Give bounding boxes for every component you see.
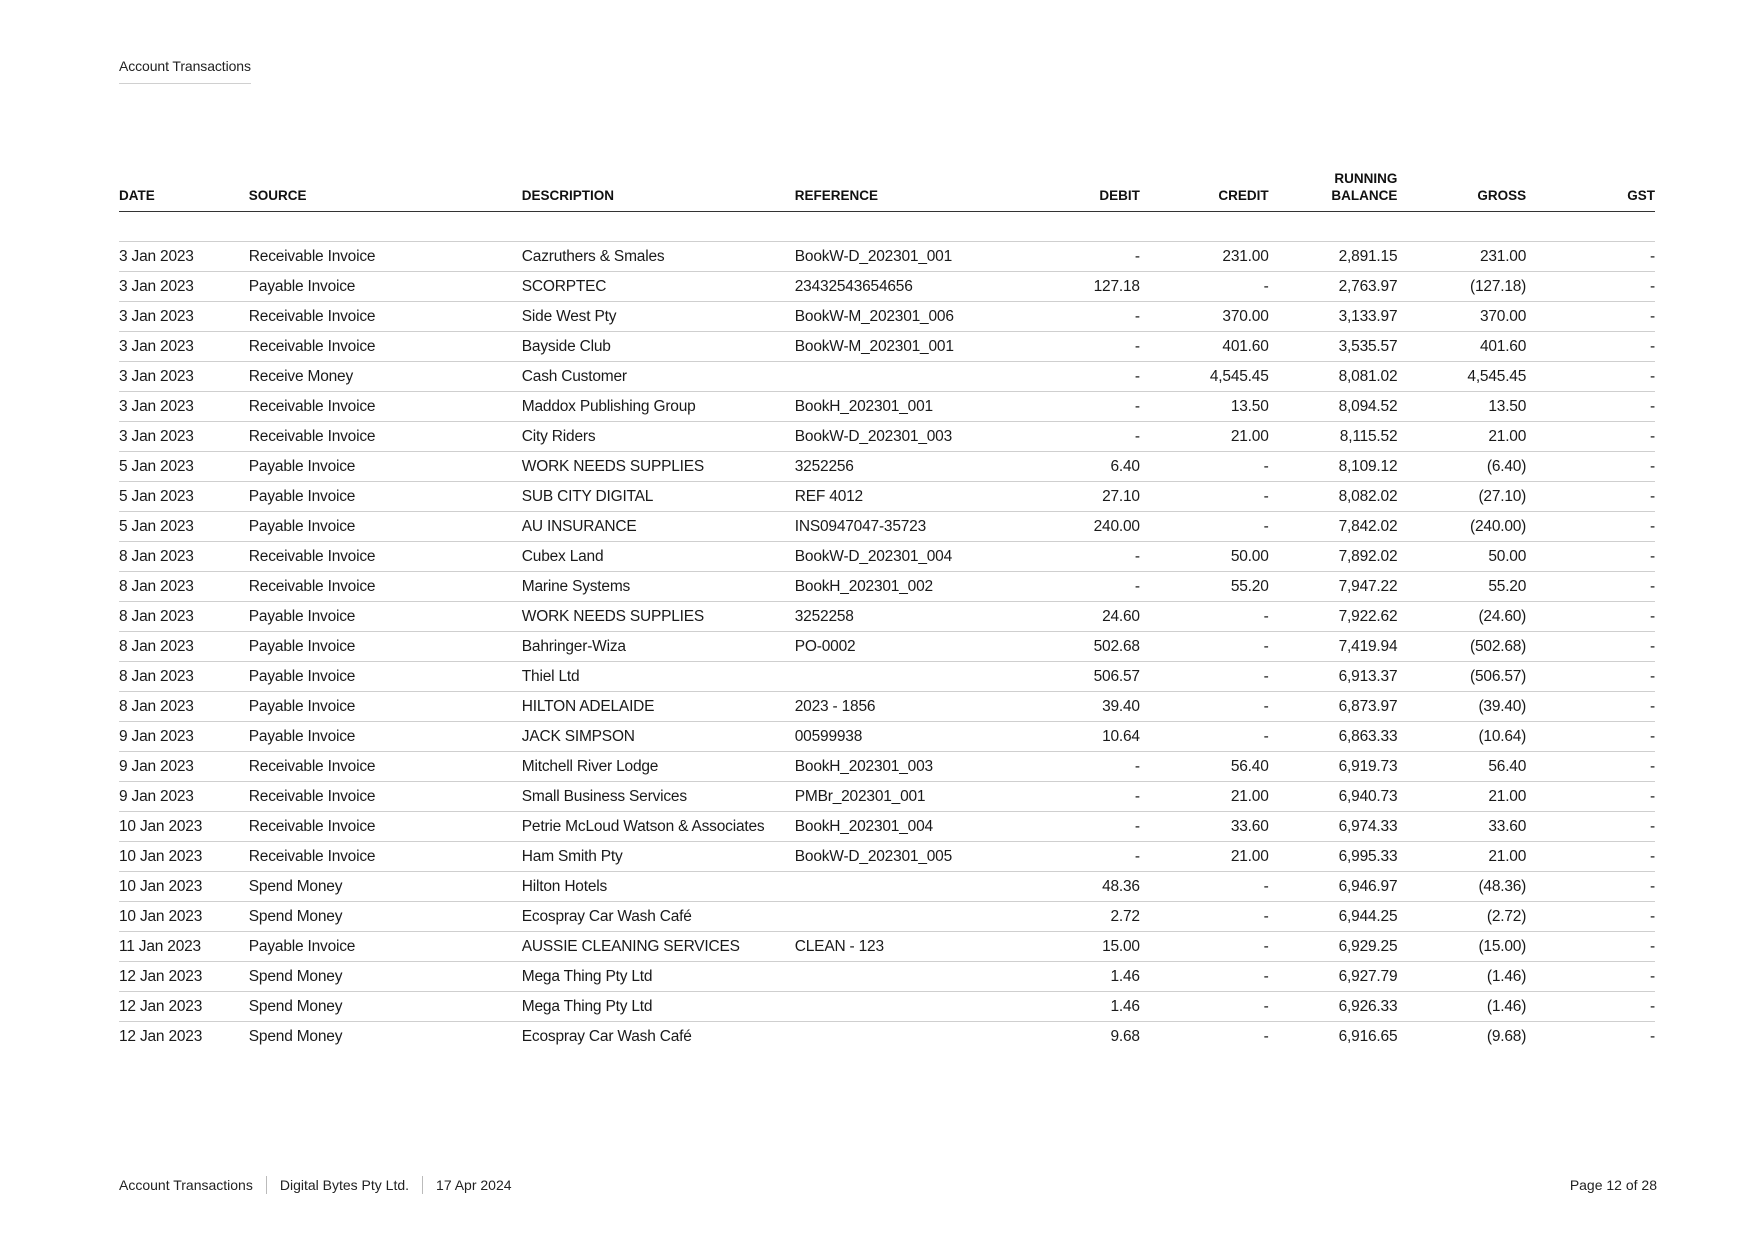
table-row	[119, 242, 1655, 272]
table-row	[119, 932, 1655, 962]
cell-gross: (1.46)	[1397, 962, 1526, 992]
column-header-gross: GROSS	[1397, 170, 1526, 212]
cell-running-balance: 6,916.65	[1338, 1027, 1398, 1045]
table-row	[119, 812, 1655, 842]
cell-gst: -	[1526, 932, 1655, 962]
cell-credit: 33.60	[1140, 812, 1269, 842]
table-row	[119, 482, 1655, 512]
cell-running-balance: 7,947.22	[1269, 572, 1398, 602]
cell-gross: (1.46)	[1397, 992, 1526, 1022]
cell-gst: -	[1526, 872, 1655, 902]
cell-date: 3 Jan 2023	[119, 302, 249, 332]
cell-debit: 15.00	[1011, 932, 1140, 962]
cell-reference: 00599938	[795, 722, 1011, 752]
cell-date: 11 Jan 2023	[119, 932, 249, 962]
cell-credit: -	[1140, 662, 1269, 692]
cell-source: Payable Invoice	[249, 482, 522, 512]
cell-gst: -	[1650, 1027, 1655, 1045]
cell-debit: 127.18	[1011, 272, 1140, 302]
cell-credit: -	[1140, 452, 1269, 482]
cell-credit: 21.00	[1140, 842, 1269, 872]
cell-debit: 27.10	[1011, 482, 1140, 512]
cell-running-balance: 8,094.52	[1269, 392, 1398, 422]
cell-debit: 240.00	[1011, 512, 1140, 542]
column-header-source: SOURCE	[249, 170, 522, 212]
cell-gross: (2.72)	[1397, 902, 1526, 932]
cell-source: Receivable Invoice	[249, 842, 522, 872]
running-balance-line1: RUNNING	[1334, 171, 1398, 186]
cell-reference: PO-0002	[795, 632, 1011, 662]
cell-credit: -	[1140, 722, 1269, 752]
cell-description: City Riders	[522, 422, 795, 452]
cell-gst: -	[1526, 542, 1655, 572]
cell-debit: 6.40	[1011, 452, 1140, 482]
table-row	[119, 902, 1655, 932]
cell-date: 3 Jan 2023	[119, 332, 249, 362]
cell-credit: -	[1140, 872, 1269, 902]
cell-gst: -	[1526, 602, 1655, 632]
cell-date: 10 Jan 2023	[119, 842, 249, 872]
cell-gross: (27.10)	[1397, 482, 1526, 512]
cell-reference: 23432543654656	[795, 272, 1011, 302]
footer-company: Digital Bytes Pty Ltd.	[279, 1177, 410, 1193]
cell-date: 9 Jan 2023	[119, 752, 249, 782]
cell-reference: CLEAN - 123	[795, 932, 1011, 962]
cell-reference	[795, 1022, 1011, 1052]
footer-report-name: Account Transactions	[119, 1177, 253, 1193]
footer-divider	[422, 1176, 423, 1194]
footer-page-number: Page 12 of 28	[1569, 1177, 1657, 1193]
cell-reference: BookH_202301_003	[795, 752, 1011, 782]
cell-date: 12 Jan 2023	[119, 992, 249, 1022]
cell-credit: 401.60	[1140, 332, 1269, 362]
cell-gross: (6.40)	[1397, 452, 1526, 482]
cell-gross: (9.68)	[1486, 1027, 1527, 1045]
cell-credit: -	[1140, 272, 1269, 302]
cell-date: 8 Jan 2023	[119, 572, 249, 602]
cell-description: AUSSIE CLEANING SERVICES	[522, 932, 795, 962]
cell-credit: -	[1140, 602, 1269, 632]
cell-description: Hilton Hotels	[522, 872, 795, 902]
cell-gst: -	[1526, 272, 1655, 302]
cell-gross: 56.40	[1397, 752, 1526, 782]
cell-credit: 21.00	[1140, 782, 1269, 812]
cell-gst: -	[1526, 842, 1655, 872]
cell-credit: -	[1140, 512, 1269, 542]
table-row	[119, 752, 1655, 782]
cell-date: 5 Jan 2023	[119, 452, 249, 482]
cell-date: 10 Jan 2023	[119, 812, 249, 842]
cell-date: 3 Jan 2023	[119, 272, 249, 302]
cell-credit: -	[1140, 902, 1269, 932]
cell-description: Ecospray Car Wash Café	[521, 1027, 692, 1045]
cell-description: SCORPTEC	[522, 272, 795, 302]
cell-gst: -	[1526, 362, 1655, 392]
table-row	[119, 842, 1655, 872]
cell-source: Receivable Invoice	[249, 752, 522, 782]
cell-running-balance: 7,892.02	[1269, 542, 1398, 572]
report-title: Account Transactions	[119, 58, 251, 84]
cell-debit: 506.57	[1011, 662, 1140, 692]
cell-reference: BookW-D_202301_005	[795, 842, 1011, 872]
cell-description: Ecospray Car Wash Café	[522, 902, 795, 932]
table-row	[119, 602, 1655, 632]
cell-debit: 502.68	[1011, 632, 1140, 662]
cell-credit: 13.50	[1140, 392, 1269, 422]
cell-running-balance: 6,946.97	[1269, 872, 1398, 902]
cell-gross: (127.18)	[1397, 272, 1526, 302]
cell-reference: INS0947047-35723	[795, 512, 1011, 542]
cell-debit: -	[1011, 392, 1140, 422]
cell-source: Spend Money	[249, 872, 522, 902]
cell-credit: -	[1140, 962, 1269, 992]
table-row	[119, 272, 1655, 302]
cell-credit: 231.00	[1140, 242, 1269, 272]
cell-description: Mitchell River Lodge	[522, 752, 795, 782]
cell-running-balance: 6,926.33	[1269, 992, 1398, 1022]
cell-description: JACK SIMPSON	[522, 722, 795, 752]
cell-source: Payable Invoice	[249, 602, 522, 632]
cell-reference: BookH_202301_002	[795, 572, 1011, 602]
transactions-table	[119, 170, 1655, 1051]
cell-description: HILTON ADELAIDE	[522, 692, 795, 722]
cell-credit: -	[1140, 692, 1269, 722]
cell-gst: -	[1526, 242, 1655, 272]
cell-gross: (48.36)	[1397, 872, 1526, 902]
cell-reference	[795, 662, 1011, 692]
cell-running-balance: 7,922.62	[1269, 602, 1398, 632]
cell-debit: -	[1011, 332, 1140, 362]
cell-gross: 13.50	[1397, 392, 1526, 422]
cell-debit: -	[1011, 782, 1140, 812]
cell-source: Spend Money	[249, 992, 522, 1022]
cell-running-balance: 6,873.97	[1269, 692, 1398, 722]
cell-source: Receivable Invoice	[249, 242, 522, 272]
cell-source: Payable Invoice	[249, 452, 522, 482]
cell-gross: 370.00	[1397, 302, 1526, 332]
cell-description: WORK NEEDS SUPPLIES	[522, 452, 795, 482]
cell-source: Payable Invoice	[249, 272, 522, 302]
table-row	[119, 632, 1655, 662]
cell-running-balance: 7,842.02	[1269, 512, 1398, 542]
column-header-date: DATE	[119, 170, 249, 212]
cell-running-balance: 6,863.33	[1269, 722, 1398, 752]
cell-reference: BookH_202301_001	[795, 392, 1011, 422]
cell-debit: -	[1011, 572, 1140, 602]
cell-gst: -	[1526, 572, 1655, 602]
table-row	[119, 332, 1655, 362]
cell-gst: -	[1526, 422, 1655, 452]
cell-running-balance: 6,995.33	[1269, 842, 1398, 872]
cell-running-balance: 2,763.97	[1269, 272, 1398, 302]
cell-reference	[795, 362, 1011, 392]
column-header-gst: GST	[1526, 170, 1655, 212]
cell-gst: -	[1526, 512, 1655, 542]
footer-divider	[266, 1176, 267, 1194]
cell-credit: -	[1140, 992, 1269, 1022]
cell-debit: 10.64	[1011, 722, 1140, 752]
cell-description: Cubex Land	[522, 542, 795, 572]
cell-credit: -	[1140, 932, 1269, 962]
cell-date: 12 Jan 2023	[119, 1027, 203, 1045]
column-header-credit: CREDIT	[1140, 170, 1269, 212]
cell-gst: -	[1526, 752, 1655, 782]
cell-reference: BookW-D_202301_003	[795, 422, 1011, 452]
cell-running-balance: 8,109.12	[1269, 452, 1398, 482]
cell-source: Payable Invoice	[249, 932, 522, 962]
cell-reference: BookW-M_202301_006	[795, 302, 1011, 332]
cell-debit: 48.36	[1011, 872, 1140, 902]
cell-debit: -	[1011, 302, 1140, 332]
cell-gross: 401.60	[1397, 332, 1526, 362]
cell-gst: -	[1526, 662, 1655, 692]
cell-date: 3 Jan 2023	[119, 392, 249, 422]
table-row	[119, 302, 1655, 332]
cell-running-balance: 6,927.79	[1269, 962, 1398, 992]
cell-gross: (240.00)	[1397, 512, 1526, 542]
cell-reference	[795, 962, 1011, 992]
cell-gross: 50.00	[1397, 542, 1526, 572]
cell-date: 3 Jan 2023	[119, 362, 249, 392]
cell-gross: 21.00	[1397, 422, 1526, 452]
cell-gst: -	[1526, 902, 1655, 932]
cell-reference: REF 4012	[795, 482, 1011, 512]
cell-description: WORK NEEDS SUPPLIES	[522, 602, 795, 632]
cell-gst: -	[1526, 992, 1655, 1022]
cell-debit: -	[1011, 842, 1140, 872]
cell-debit: -	[1011, 812, 1140, 842]
cell-credit: -	[1140, 482, 1269, 512]
cell-source: Payable Invoice	[249, 632, 522, 662]
cell-reference: 2023 - 1856	[795, 692, 1011, 722]
column-header-reference: REFERENCE	[795, 170, 1011, 212]
cell-running-balance: 8,082.02	[1269, 482, 1398, 512]
table-row	[119, 872, 1655, 902]
cell-gross: 33.60	[1397, 812, 1526, 842]
cell-gst: -	[1526, 722, 1655, 752]
cell-debit: 1.46	[1011, 962, 1140, 992]
cell-source: Receivable Invoice	[249, 572, 522, 602]
cell-date: 5 Jan 2023	[119, 482, 249, 512]
cell-reference: BookW-D_202301_001	[795, 242, 1011, 272]
cell-debit: -	[1011, 242, 1140, 272]
cell-gross: (15.00)	[1397, 932, 1526, 962]
cell-description: SUB CITY DIGITAL	[522, 482, 795, 512]
cell-debit: 39.40	[1011, 692, 1140, 722]
cell-gst: -	[1526, 302, 1655, 332]
cell-gross: (39.40)	[1397, 692, 1526, 722]
cell-gst: -	[1526, 692, 1655, 722]
cell-reference	[795, 872, 1011, 902]
table-row	[119, 542, 1655, 572]
cell-debit: 24.60	[1011, 602, 1140, 632]
cell-description: Ham Smith Pty	[522, 842, 795, 872]
cell-source: Spend Money	[249, 902, 522, 932]
cell-gst: -	[1526, 392, 1655, 422]
cell-gross: 21.00	[1397, 842, 1526, 872]
cell-gst: -	[1526, 452, 1655, 482]
cell-source: Payable Invoice	[249, 662, 522, 692]
cell-description: Cazruthers & Smales	[522, 242, 795, 272]
cell-credit: 21.00	[1140, 422, 1269, 452]
cell-date: 8 Jan 2023	[119, 662, 249, 692]
cell-running-balance: 6,944.25	[1269, 902, 1398, 932]
cell-running-balance: 3,133.97	[1269, 302, 1398, 332]
cell-description: Bahringer-Wiza	[522, 632, 795, 662]
table-row	[119, 392, 1655, 422]
cell-running-balance: 3,535.57	[1269, 332, 1398, 362]
cell-gross: 231.00	[1397, 242, 1526, 272]
cell-debit: 2.72	[1011, 902, 1140, 932]
cell-date: 8 Jan 2023	[119, 632, 249, 662]
cell-source: Receivable Invoice	[249, 422, 522, 452]
cell-reference: 3252256	[795, 452, 1011, 482]
cell-gross: (502.68)	[1397, 632, 1526, 662]
cell-running-balance: 7,419.94	[1269, 632, 1398, 662]
cell-date: 12 Jan 2023	[119, 962, 249, 992]
cell-running-balance: 6,974.33	[1269, 812, 1398, 842]
table-row	[119, 452, 1655, 482]
cell-date: 8 Jan 2023	[119, 692, 249, 722]
table-row	[119, 362, 1655, 392]
cell-source: Receivable Invoice	[249, 302, 522, 332]
cell-description: Side West Pty	[522, 302, 795, 332]
cell-date: 8 Jan 2023	[119, 602, 249, 632]
cell-description: AU INSURANCE	[522, 512, 795, 542]
column-header-debit: DEBIT	[1011, 170, 1140, 212]
cell-running-balance: 6,940.73	[1269, 782, 1398, 812]
cell-source: Receivable Invoice	[249, 392, 522, 422]
cell-description: Small Business Services	[522, 782, 795, 812]
cell-credit: 370.00	[1140, 302, 1269, 332]
cell-date: 3 Jan 2023	[119, 242, 249, 272]
cell-source: Payable Invoice	[249, 512, 522, 542]
table-row	[119, 572, 1655, 602]
cell-source: Spend Money	[248, 1027, 343, 1045]
cell-source: Spend Money	[249, 962, 522, 992]
cell-credit: -	[1140, 632, 1269, 662]
cell-reference	[795, 902, 1011, 932]
cell-reference	[795, 992, 1011, 1022]
cell-description: Maddox Publishing Group	[522, 392, 795, 422]
cell-gst: -	[1526, 782, 1655, 812]
cell-reference: BookH_202301_004	[795, 812, 1011, 842]
cell-reference: PMBr_202301_001	[795, 782, 1011, 812]
table-row	[119, 662, 1655, 692]
cell-source: Receivable Invoice	[249, 812, 522, 842]
table-row	[119, 782, 1655, 812]
table-row	[119, 1022, 1655, 1052]
cell-credit: 50.00	[1140, 542, 1269, 572]
cell-debit: -	[1011, 542, 1140, 572]
table-body	[119, 212, 1655, 1052]
table-row	[119, 962, 1655, 992]
cell-date: 8 Jan 2023	[119, 542, 249, 572]
cell-debit: -	[1011, 752, 1140, 782]
cell-debit: -	[1011, 362, 1140, 392]
cell-debit: 1.46	[1011, 992, 1140, 1022]
cell-source: Payable Invoice	[249, 722, 522, 752]
cell-running-balance: 8,115.52	[1269, 422, 1398, 452]
cell-reference: 3252258	[795, 602, 1011, 632]
cell-gross: 21.00	[1397, 782, 1526, 812]
table-header-row	[119, 170, 1655, 212]
cell-reference: BookW-D_202301_004	[795, 542, 1011, 572]
cell-running-balance: 8,081.02	[1269, 362, 1398, 392]
cell-description: Bayside Club	[522, 332, 795, 362]
cell-description: Thiel Ltd	[522, 662, 795, 692]
cell-source: Receivable Invoice	[249, 782, 522, 812]
cell-running-balance: 2,891.15	[1269, 242, 1398, 272]
cell-date: 9 Jan 2023	[119, 782, 249, 812]
cell-source: Receive Money	[249, 362, 522, 392]
footer-date: 17 Apr 2024	[436, 1177, 512, 1193]
cell-credit: -	[1263, 1027, 1269, 1045]
cell-description: Petrie McLoud Watson & Associates	[522, 812, 795, 842]
cell-source: Receivable Invoice	[249, 332, 522, 362]
cell-running-balance: 6,919.73	[1269, 752, 1398, 782]
cell-source: Receivable Invoice	[249, 542, 522, 572]
cell-debit: -	[1011, 422, 1140, 452]
cell-gross: 4,545.45	[1397, 362, 1526, 392]
table-row	[119, 512, 1655, 542]
page-footer	[119, 1176, 1657, 1194]
table-row	[119, 992, 1655, 1022]
column-header-description: DESCRIPTION	[522, 170, 795, 212]
running-balance-line2: BALANCE	[1331, 188, 1398, 203]
cell-gross: 55.20	[1397, 572, 1526, 602]
cell-gst: -	[1526, 962, 1655, 992]
cell-gst: -	[1526, 482, 1655, 512]
cell-description: Mega Thing Pty Ltd	[522, 992, 795, 1022]
cell-description: Mega Thing Pty Ltd	[522, 962, 795, 992]
column-header-running-balance	[1269, 170, 1398, 212]
cell-date: 10 Jan 2023	[119, 872, 249, 902]
cell-running-balance: 6,913.37	[1269, 662, 1398, 692]
cell-credit: 4,545.45	[1140, 362, 1269, 392]
cell-debit: 9.68	[1110, 1027, 1140, 1045]
cell-gst: -	[1526, 632, 1655, 662]
cell-gst: -	[1526, 812, 1655, 842]
cell-date: 5 Jan 2023	[119, 512, 249, 542]
cell-date: 10 Jan 2023	[119, 902, 249, 932]
table-row	[119, 422, 1655, 452]
table-spacer-row	[119, 212, 1655, 242]
cell-gross: (506.57)	[1397, 662, 1526, 692]
cell-credit: 56.40	[1140, 752, 1269, 782]
cell-running-balance: 6,929.25	[1269, 932, 1398, 962]
cell-reference: BookW-M_202301_001	[795, 332, 1011, 362]
table-row	[119, 692, 1655, 722]
cell-description: Marine Systems	[522, 572, 795, 602]
cell-gst: -	[1526, 332, 1655, 362]
cell-credit: 55.20	[1140, 572, 1269, 602]
cell-description: Cash Customer	[522, 362, 795, 392]
table-row	[119, 722, 1655, 752]
cell-date: 9 Jan 2023	[119, 722, 249, 752]
cell-source: Payable Invoice	[249, 692, 522, 722]
cell-date: 3 Jan 2023	[119, 422, 249, 452]
cell-gross: (24.60)	[1397, 602, 1526, 632]
cell-gross: (10.64)	[1397, 722, 1526, 752]
